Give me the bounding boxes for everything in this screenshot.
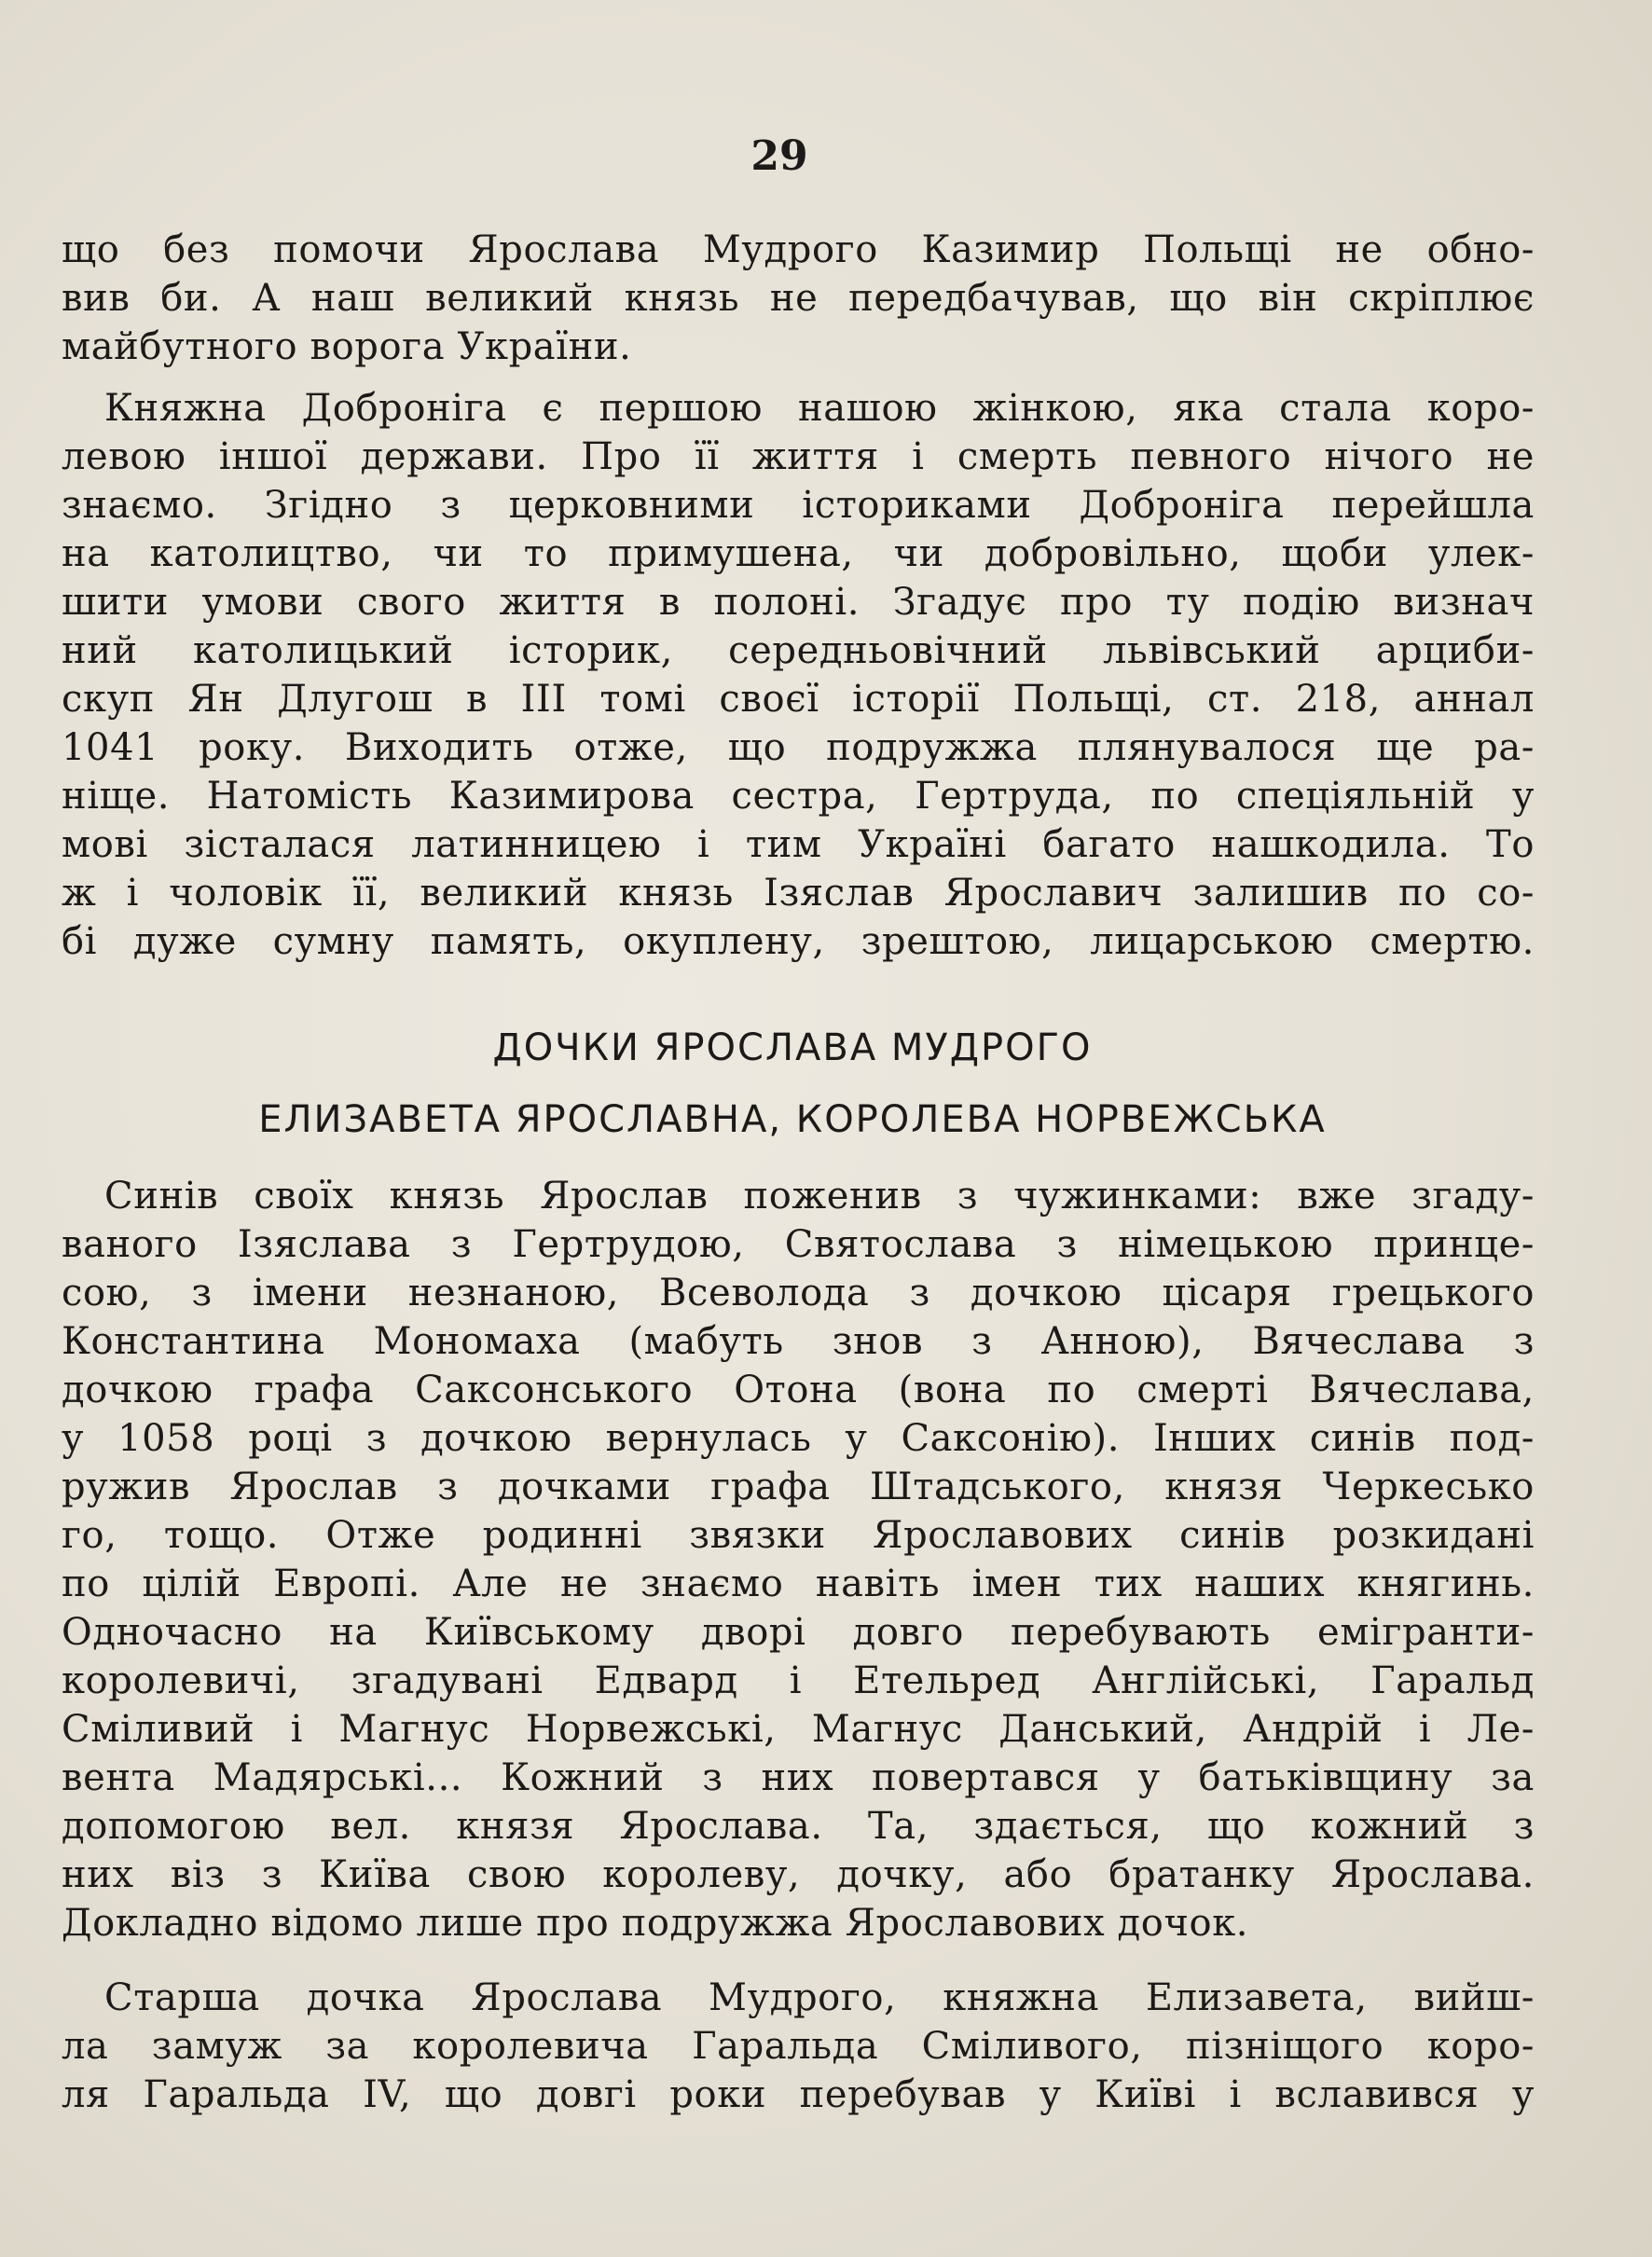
text-line: ваного Ізяслава з Гертрудою, Святослава з німецькою принце- <box>62 1223 1535 1266</box>
text-line: Константина Мономаха (мабуть знов з Анною), Вячеслава з <box>62 1320 1535 1363</box>
paragraph-1 <box>62 226 1535 371</box>
text-line: Сміливий і Магнус Норвежські, Магнус Данський, Андрій і Ле- <box>62 1708 1535 1751</box>
text-line: знаємо. Згідно з церковними істориками Доброніга перейшла <box>62 484 1535 527</box>
text-line: королевичі, згадувані Едвард і Етельред Англійські, Гаральд <box>62 1659 1535 1702</box>
text-line: 1041 року. Виходить отже, що подружжа плянувалося ще ра- <box>62 726 1535 769</box>
text-line: Синів своїх князь Ярослав поженив з чужинками: вже згаду- <box>104 1175 1535 1218</box>
text-line: на католицтво, чи то примушена, чи добровільно, щоби улек- <box>62 532 1535 575</box>
text-line: бі дуже сумну память, окуплену, зрештою, лицарською смертю. <box>62 920 1535 963</box>
text-line: го, тощо. Отже родинні звязки Ярославових синів розкидані <box>62 1514 1535 1557</box>
text-line: Княжна Доброніга є першою нашою жінкою, яка стала коро- <box>104 387 1535 430</box>
page-number: 29 <box>750 132 808 180</box>
text-line: Старша дочка Ярослава Мудрого, княжна Елизавета, вийш- <box>104 1976 1535 2019</box>
text-line: допомогою вел. князя Ярослава. Та, здається, що кожний з <box>62 1805 1535 1848</box>
text-line: ружив Ярослав з дочками графа Штадського, князя Черкесько <box>62 1466 1535 1508</box>
text-line: у 1058 році з дочкою вернулась у Саксонію). Інших синів под- <box>62 1417 1535 1460</box>
text-line: шити умови свого життя в полоні. Згадує про ту подію визнач <box>62 581 1535 624</box>
text-line: ла замуж за королевича Гаральда Сміливого, пізніщого коро- <box>62 2025 1535 2068</box>
text-line: сою, з імени незнаною, Всеволода з дочкою цісаря грецького <box>62 1272 1535 1314</box>
subsection-title: ЕЛИЗАВЕТА ЯРОСЛАВНА, КОРОЛЕВА НОРВЕЖСЬКА <box>258 1098 1327 1141</box>
text-line: ля Гаральда IV, що довгі роки перебував у Київі і вславився у <box>62 2073 1535 2116</box>
text-line: дочкою графа Саксонського Отона (вона по смерті Вячеслава, <box>62 1369 1535 1411</box>
text-line: по цілій Европі. Але не знаємо навіть імен тих наших княгинь. <box>62 1562 1535 1605</box>
text-line: скуп Ян Длугош в III томі своєї історії Польщі, ст. 218, аннал <box>62 678 1535 721</box>
text-line: мові зісталася латинницею і тим Україні багато нашкодила. То <box>62 823 1535 866</box>
text-line: них віз з Київа свою королеву, дочку, або братанку Ярослава. <box>62 1853 1535 1896</box>
text-line: ж і чоловік її, великий князь Ізяслав Ярославич залишив по со- <box>62 872 1535 915</box>
section-title: ДОЧКИ ЯРОСЛАВА МУДРОГО <box>492 1026 1093 1069</box>
text-line: вив би. А наш великий князь не передбачував, що він скріплює <box>62 277 1535 320</box>
paragraph-2 <box>62 384 1535 966</box>
text-line: майбутного ворога України. <box>62 325 632 368</box>
text-line: що без помочи Ярослава Мудрого Казимир Польщі не обно- <box>62 228 1535 271</box>
text-line: вента Мадярські... Кожний з них повертався у батьківщину за <box>62 1756 1535 1799</box>
text-line: левою іншої держави. Про її життя і смерть певного нічого не <box>62 435 1535 478</box>
text-line: Докладно відомо лише про подружжа Ярославових дочок. <box>62 1902 1249 1945</box>
text-line: ніще. Натомість Казимирова сестра, Гертруда, по спеціяльній у <box>62 775 1535 818</box>
paragraph-4 <box>62 1974 1535 2119</box>
paragraph-3 <box>62 1172 1535 1947</box>
text-line: ний католицький історик, середньовічний львівський арциби- <box>62 629 1535 672</box>
text-line: Одночасно на Київському дворі довго перебувають емігранти- <box>62 1611 1535 1654</box>
